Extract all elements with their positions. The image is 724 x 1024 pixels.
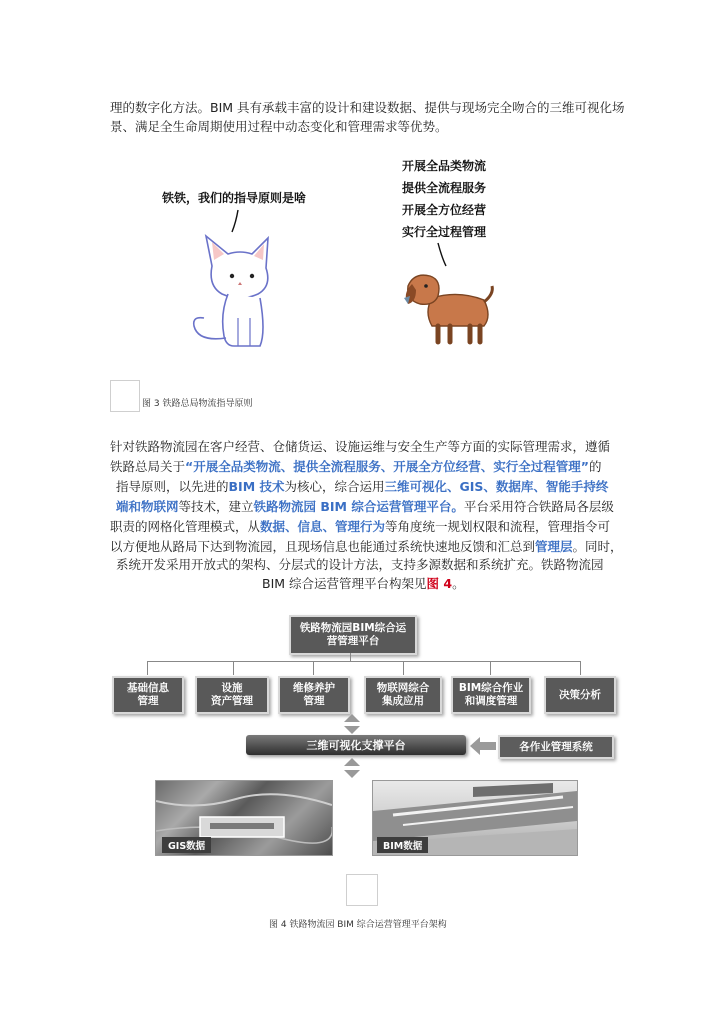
left-arrow-icon <box>470 737 496 755</box>
cat-speech: 铁铁，我们的指导原则是啥 <box>162 191 307 205</box>
bim-image <box>372 780 578 856</box>
gis-label: GIS数据 <box>162 837 211 853</box>
module-bim-dispatch: BIM综合作业 和调度管理 <box>451 676 531 714</box>
double-arrow-icon-2 <box>343 758 361 778</box>
figure3-caption: 图 3 铁路总局物流指导原则 <box>142 399 253 409</box>
module-maintenance: 维修养护 管理 <box>278 676 350 714</box>
module-facility-assets: 设施 资产管理 <box>195 676 269 714</box>
module-decision: 决策分析 <box>544 676 616 714</box>
module-iot: 物联网综合 集成应用 <box>364 676 442 714</box>
body-line-3: 指导原则，以先进的BIM 技术为核心，综合运用三维可视化、GIS、数据库、智能手持终 <box>116 479 609 494</box>
support-platform-bar: 三维可视化支撑平台 <box>246 735 466 755</box>
body-line-6: 以方便地从路局下达到物流园，且现场信息也能通过系统快速地反馈和汇总到管理层。同时， <box>110 539 623 554</box>
double-arrow-icon <box>343 714 361 734</box>
figure4-caption: 图 4 铁路物流园 BIM 综合运营管理平台架构 <box>269 920 447 930</box>
intro-line-1: 理的数字化方法。BIM 具有承载丰富的设计和建设数据、提供与现场完全吻合的三维可视化场 <box>110 100 625 115</box>
figure3-thumbnail <box>110 380 140 412</box>
root-platform-box: 铁路物流园BIM综合运 营管理平台 <box>289 615 417 655</box>
gis-image <box>155 780 333 856</box>
ops-system-box: 各作业管理系统 <box>498 735 614 759</box>
body-line-5: 职责的网格化管理模式，从数据、信息、管理行为等角度统一规划权限和流程，管理指令可 <box>110 519 611 534</box>
connector-horizontal <box>147 661 581 662</box>
intro-line-2: 景、满足全生命周期使用过程中动态变化和管理需求等优势。 <box>110 119 448 134</box>
speech-pointers <box>0 0 724 300</box>
dog-illustration <box>398 268 498 348</box>
body-line-1: 针对铁路物流园在客户经营、仓储货运、设施运维与安全生产等方面的实际管理需求，遵循 <box>110 439 611 454</box>
figure4-thumbnail <box>346 874 378 906</box>
body-line-7: 系统开发采用开放式的架构、分层式的设计方法，支持多源数据和系统扩充。铁路物流园 <box>116 557 604 572</box>
cat-illustration <box>188 228 288 353</box>
body-line-2: 铁路总局关于“开展全品类物流、提供全流程服务、开展全方位经营、实行全过程管理”的 <box>110 459 602 474</box>
module-basic-info: 基础信息 管理 <box>112 676 184 714</box>
body-line-4: 端和物联网等技术，建立铁路物流园 BIM 综合运营管理平台。平台采用符合铁路局各层级 <box>116 499 614 514</box>
bim-label: BIM数据 <box>377 837 428 853</box>
body-line-8: BIM 综合运营管理平台构架见图 4。 <box>262 576 465 591</box>
